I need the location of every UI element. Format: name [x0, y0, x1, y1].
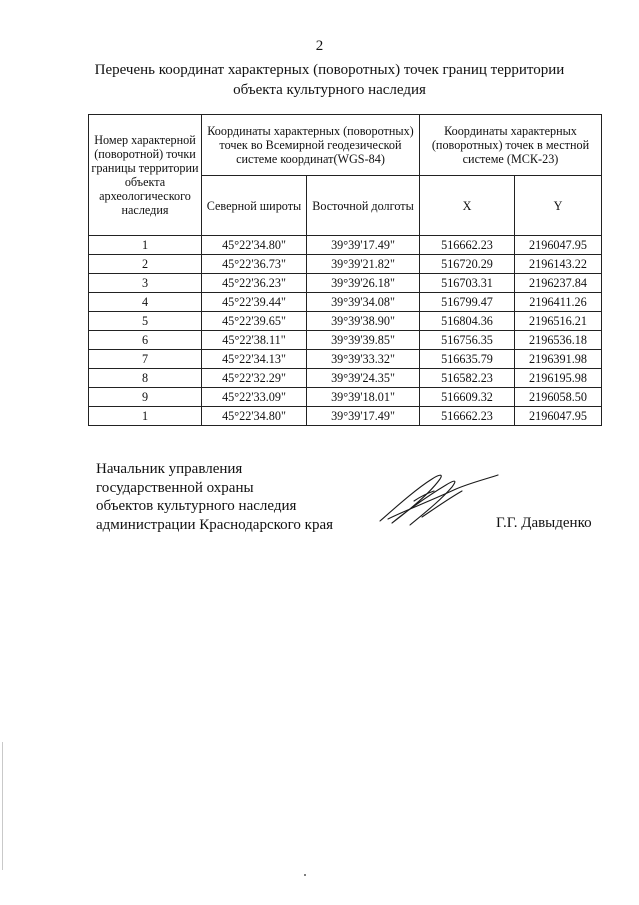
cell-latitude: 45°22'34.13": [202, 350, 307, 369]
cell-y: 2196195.98: [515, 369, 602, 388]
cell-latitude: 45°22'39.44": [202, 293, 307, 312]
header-x: X: [420, 176, 515, 236]
cell-longitude: 39°39'24.35": [307, 369, 420, 388]
header-y: Y: [515, 176, 602, 236]
header-wgs84: Координаты характерных (поворотных) точек во Всемирной геодезической системе координат(WGS-84): [202, 115, 420, 176]
header-longitude: Восточной долготы: [307, 176, 420, 236]
table-row: [89, 350, 602, 369]
header-latitude: Северной широты: [202, 176, 307, 236]
cell-x: 516662.23: [420, 236, 515, 255]
table-row: [89, 407, 602, 426]
cell-latitude: 45°22'33.09": [202, 388, 307, 407]
cell-x: 516756.35: [420, 331, 515, 350]
cell-x: 516662.23: [420, 407, 515, 426]
cell-y: 2196411.26: [515, 293, 602, 312]
cell-latitude: 45°22'39.65": [202, 312, 307, 331]
cell-x: 516582.23: [420, 369, 515, 388]
cell-x: 516609.32: [420, 388, 515, 407]
signer-position-line: объектов культурного наследия: [96, 498, 297, 514]
cell-longitude: 39°39'34.08": [307, 293, 420, 312]
cell-longitude: 39°39'17.49": [307, 407, 420, 426]
table-row: [89, 388, 602, 407]
cell-x: 516804.36: [420, 312, 515, 331]
cell-y: 2196047.95: [515, 407, 602, 426]
cell-y: 2196516.21: [515, 312, 602, 331]
cell-x: 516720.29: [420, 255, 515, 274]
handwritten-signature: [374, 467, 502, 529]
table-row: [89, 274, 602, 293]
header-msk23: Координаты характерных (поворотных) точек в местной системе (МСК-23): [420, 115, 602, 176]
cell-point-number: 4: [89, 293, 202, 312]
table-row: [89, 331, 602, 350]
cell-y: 2196058.50: [515, 388, 602, 407]
cell-longitude: 39°39'38.90": [307, 312, 420, 331]
cell-x: 516799.47: [420, 293, 515, 312]
table-row: [89, 369, 602, 388]
cell-x: 516703.31: [420, 274, 515, 293]
cell-latitude: 45°22'34.80": [202, 236, 307, 255]
cell-point-number: 9: [89, 388, 202, 407]
cell-y: 2196391.98: [515, 350, 602, 369]
cell-latitude: 45°22'34.80": [202, 407, 307, 426]
margin-line: [2, 742, 3, 870]
page-number: 2: [315, 38, 324, 54]
signer-position: [96, 460, 333, 534]
table-row: [89, 312, 602, 331]
document-title: [60, 60, 599, 100]
cell-latitude: 45°22'36.73": [202, 255, 307, 274]
cell-x: 516635.79: [420, 350, 515, 369]
signer-position-line: Начальник управления: [96, 461, 243, 477]
cell-latitude: 45°22'38.11": [202, 331, 307, 350]
coordinates-table: [88, 114, 602, 426]
cell-point-number: 1: [89, 236, 202, 255]
page-dot: [304, 874, 306, 876]
cell-y: 2196237.84: [515, 274, 602, 293]
cell-y: 2196143.22: [515, 255, 602, 274]
title-line-2: объекта культурного наследия: [233, 82, 426, 98]
cell-latitude: 45°22'36.23": [202, 274, 307, 293]
cell-longitude: 39°39'17.49": [307, 236, 420, 255]
cell-point-number: 8: [89, 369, 202, 388]
signer-position-line: государственной охраны: [96, 479, 254, 496]
cell-longitude: 39°39'39.85": [307, 331, 420, 350]
cell-latitude: 45°22'32.29": [202, 369, 307, 388]
cell-longitude: 39°39'33.32": [307, 350, 420, 369]
cell-y: 2196536.18: [515, 331, 602, 350]
cell-longitude: 39°39'18.01": [307, 388, 420, 407]
header-point-number: Номер характерной (поворотной) точки границы территории объекта археологического наследия: [89, 115, 202, 236]
table-body: [89, 236, 602, 426]
signer-position-line: администрации Краснодарского края: [96, 516, 334, 533]
title-line-1: Перечень координат характерных (поворотных) точек границ территории: [94, 62, 565, 78]
cell-longitude: 39°39'21.82": [307, 255, 420, 274]
table-row: [89, 255, 602, 274]
cell-longitude: 39°39'26.18": [307, 274, 420, 293]
cell-y: 2196047.95: [515, 236, 602, 255]
table-row: [89, 236, 602, 255]
cell-point-number: 7: [89, 350, 202, 369]
cell-point-number: 5: [89, 312, 202, 331]
cell-point-number: 3: [89, 274, 202, 293]
cell-point-number: 6: [89, 331, 202, 350]
cell-point-number: 2: [89, 255, 202, 274]
table-row: [89, 293, 602, 312]
signer-name: Г.Г. Давыденко: [496, 515, 592, 531]
cell-point-number: 1: [89, 407, 202, 426]
